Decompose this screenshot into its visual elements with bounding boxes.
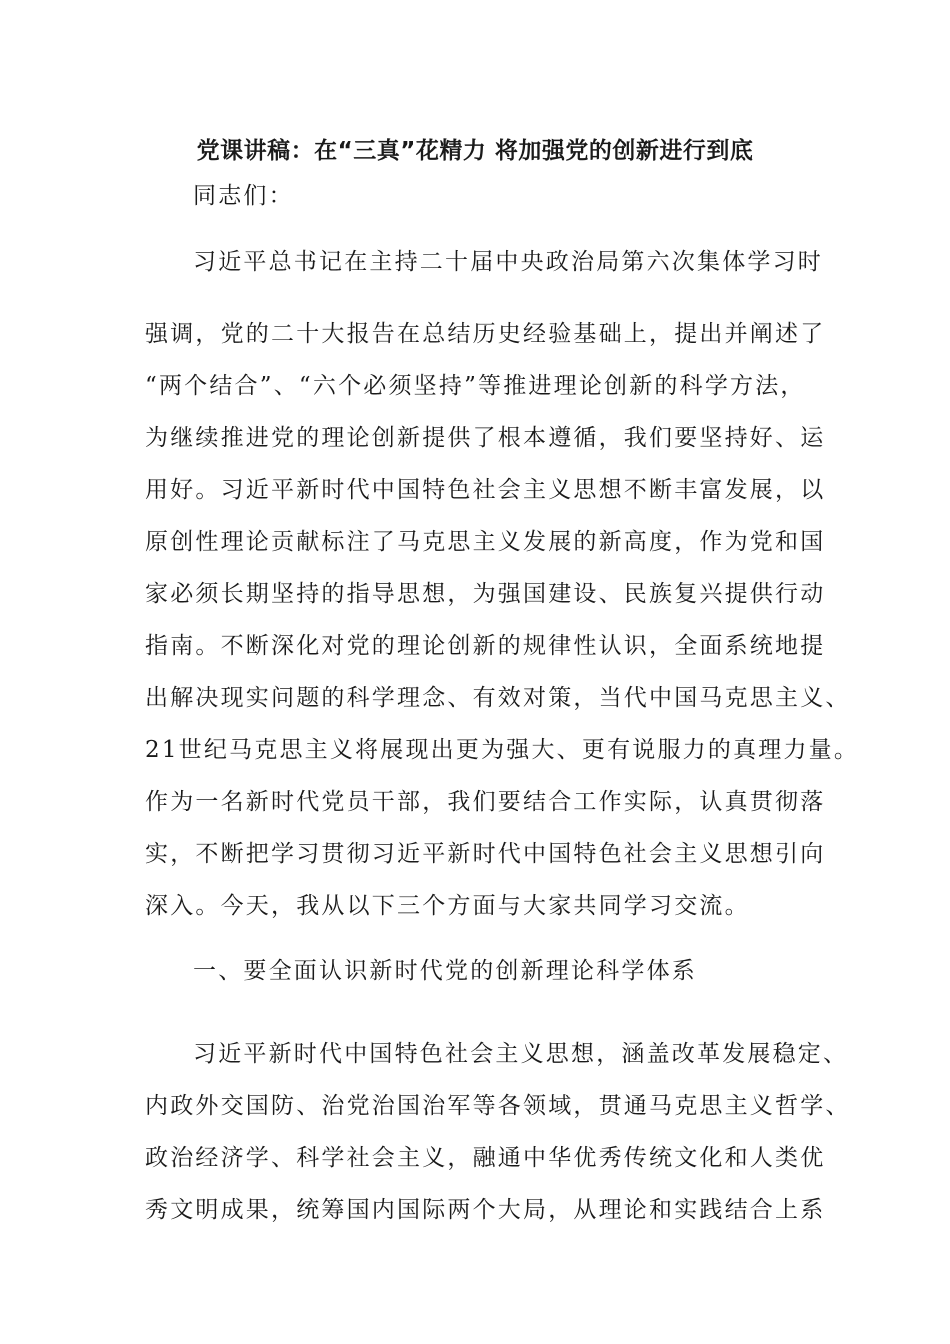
paragraph-line: 实，不断把学习贯彻习近平新时代中国特色社会主义思想引向	[145, 841, 826, 867]
section-heading: 一、要全面认识新时代党的创新理论科学体系	[193, 958, 697, 984]
paragraph-line: 21世纪马克思主义将展现出更为强大、更有说服力的真理力量。	[145, 737, 860, 763]
paragraph-line: 用好。习近平新时代中国特色社会主义思想不断丰富发展，以	[145, 477, 826, 503]
paragraph-line: 原创性理论贡献标注了马克思主义发展的新高度，作为党和国	[145, 529, 826, 555]
paragraph-line: 内政外交国防、治党治国治军等各领域，贯通马克思主义哲学、	[145, 1093, 851, 1119]
paragraph-line: “两个结合”、“六个必须坚持”等推进理论创新的科学方法，	[145, 373, 806, 399]
paragraph-line: 习近平新时代中国特色社会主义思想，涵盖改革发展稳定、	[193, 1041, 849, 1067]
paragraph-line: 秀文明成果，统筹国内国际两个大局，从理论和实践结合上系	[145, 1197, 826, 1223]
salutation: 同志们：	[193, 183, 294, 209]
paragraph-line: 出解决现实问题的科学理念、有效对策，当代中国马克思主义、	[145, 685, 851, 711]
paragraph-line: 政治经济学、科学社会主义，融通中华优秀传统文化和人类优	[145, 1145, 826, 1171]
paragraph-line: 深入。今天，我从以下三个方面与大家共同学习交流。	[145, 893, 750, 919]
paragraph-line: 为继续推进党的理论创新提供了根本遵循，我们要坚持好、运	[145, 425, 826, 451]
paragraph-line: 强调，党的二十大报告在总结历史经验基础上，提出并阐述了	[145, 321, 826, 347]
paragraph-line: 习近平总书记在主持二十届中央政治局第六次集体学习时	[193, 249, 823, 275]
document-title: 党课讲稿：在“三真”花精力 将加强党的创新进行到底	[196, 138, 754, 164]
paragraph-line: 家必须长期坚持的指导思想，为强国建设、民族复兴提供行动	[145, 581, 826, 607]
paragraph-line: 作为一名新时代党员干部，我们要结合工作实际，认真贯彻落	[145, 789, 826, 815]
paragraph-line: 指南。不断深化对党的理论创新的规律性认识，全面系统地提	[145, 633, 826, 659]
